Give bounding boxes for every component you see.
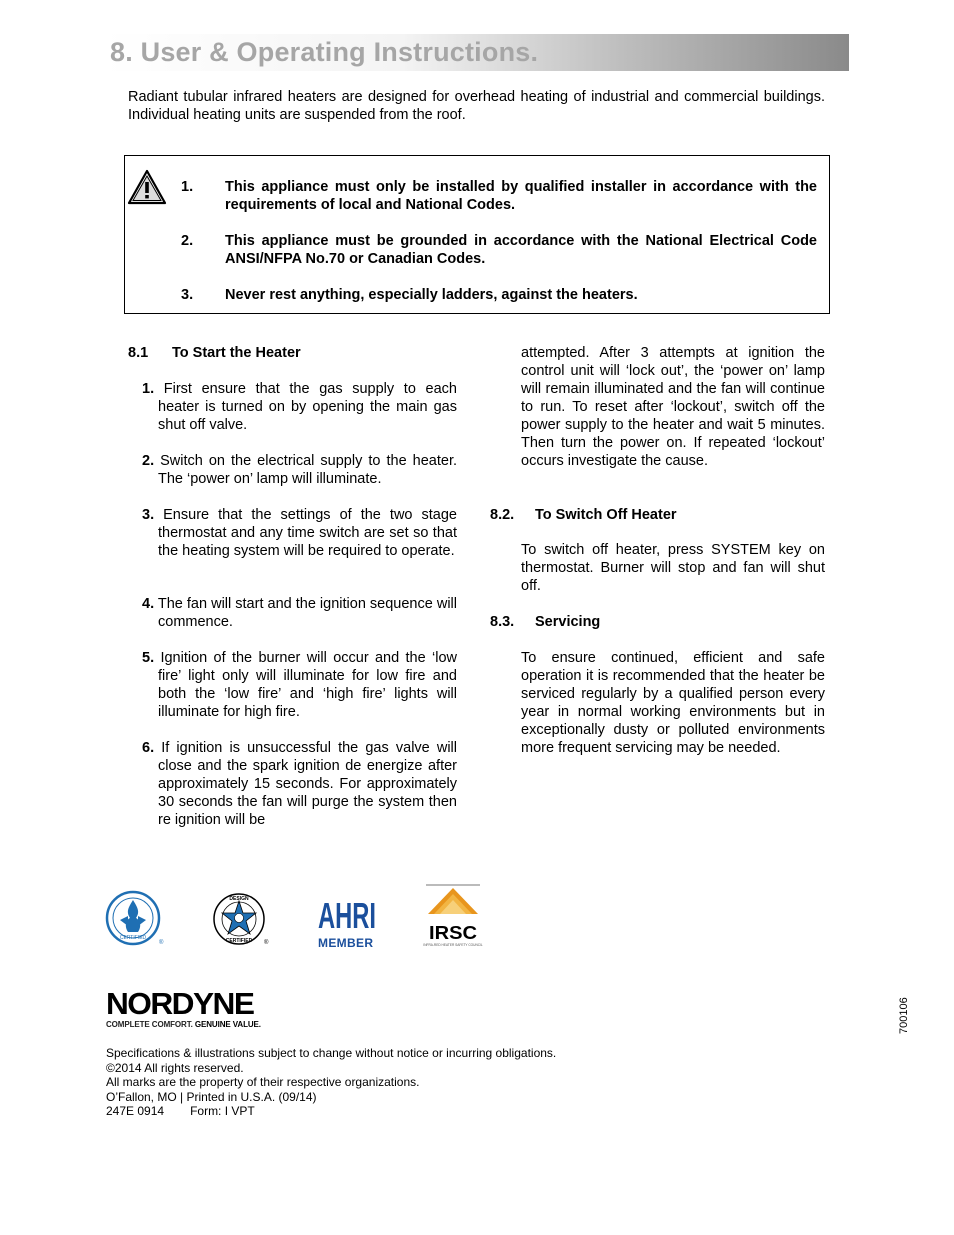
section-banner [104,34,849,71]
warning-text: This appliance must only be installed by qualified installer in accordance with the requirements of local and National Codes. [225,179,817,213]
start-step [142,380,457,434]
cert2-top-label: DESIGN [229,896,249,902]
start-step [142,506,457,560]
warning-number: 1. [181,179,194,195]
section-title: To Start the Heater [172,345,301,361]
section-number: 8.2. [490,507,515,523]
irsc-label: IRSC [429,923,477,943]
ahri-member-logo [316,886,378,950]
start-step [142,595,457,631]
footer-line: Specifications & illustrations subject to change without notice or incurring obligations. [106,1046,557,1060]
step-number: 3. [142,507,155,523]
cert1-label: CERTIFIED [119,935,147,941]
nordyne-logo [106,986,261,1029]
registered-mark: ® [264,940,269,946]
step-number: 6. [142,740,155,756]
step-text: Switch on the electrical supply to the heater. The ‘power on’ lamp will illuminate. [158,453,457,487]
section-number: 8.3. [490,614,515,630]
irsc-logo [423,884,483,950]
servicing-text: To ensure continued, efficient and safe operation it is recommended that the heater be serviced regularly by a qualified person every year in normal working environments but in exceptionally dusty or polluted environments more frequent servicing may be needed. [521,650,825,756]
ahri-bottom-label: MEMBER [318,936,376,950]
footer-line [106,1104,556,1119]
warning-text: Never rest anything, especially ladders, against the heaters. [225,287,638,303]
section-title: Servicing [535,614,601,630]
warning-number: 2. [181,233,194,249]
warning-triangle-icon [127,169,167,205]
section-heading-switch-off [490,506,677,524]
step-text: Ensure that the settings of the two stage thermostat and any time switch are set so that the heating system will be required to operate. [158,507,457,559]
tagline-part-b: GENUINE VALUE. [194,1020,261,1029]
step-number: 2. [142,453,155,469]
form-number: Form: I VPT [190,1104,255,1119]
brand-name: NORDYNE [106,986,254,1021]
step-number: 1. [142,381,155,397]
page-title: 8. User & Operating Instructions. [110,37,539,67]
section-title: To Switch Off Heater [535,507,677,523]
footer [106,1046,556,1119]
irsc-sub-label: INFRA-RED HEATER SAFETY COUNCIL [423,943,483,947]
step-text: If ignition is unsuccessful the gas valve will close and the spark ignition de energize after approximately 15 seconds. For approximately 30 seconds the fan will purge the system then re ignition will be [158,740,457,828]
step-text: Ignition of the burner will occur and the ‘low fire’ light only will illuminate for low fire and both the ‘low fire’ and ‘high fire’ lights will illuminate for high fire. [158,650,457,720]
start-step [142,739,457,829]
start-step [142,452,457,488]
document-code: 700106 [898,997,910,1034]
step-number: 5. [142,650,155,666]
intro-paragraph: Radiant tubular infrared heaters are designed for overhead heating of industrial and commercial buildings. Individual heating units are suspended from the roof. [128,89,825,123]
section-number: 8.1 [128,345,149,361]
section-heading-start [128,344,301,362]
warning-text: This appliance must be grounded in accordance with the National Electrical Code ANSI/NFPA No.70 or Canadian Codes. [225,233,817,267]
start-step [142,649,457,721]
part-number: 247E 0914 [106,1104,165,1119]
section-heading-servicing [490,613,600,631]
cert2-bottom-label: CERTIFIED [225,938,253,944]
switch-off-text: To switch off heater, press SYSTEM key on thermostat. Burner will stop and fan will shut off. [521,542,825,594]
footer-line: O’Fallon, MO | Printed in U.S.A. (09/14) [106,1089,317,1104]
warning-number: 3. [181,287,194,303]
step-number: 4. [142,596,155,612]
ahri-top-label: AHRI [318,895,376,936]
tagline-part-a: COMPLETE COMFORT. [106,1020,193,1029]
design-certified-logo [212,892,270,948]
start-continuation: attempted. After 3 attempts at ignition the control unit will ‘lock out’, the ‘power on’ lamp will remain illuminated and the fan will continue to run. To reset after ‘lockout’, switch off the power supply to the heater and wait 5 minutes. Then turn the power on. If repeated ‘lockout’ occurs investigate the cause. [521,345,825,469]
footer-line: All marks are the property of their respective organizations. [106,1075,420,1090]
step-text: First ensure that the gas supply to each heater is turned on by opening the main gas shut off valve. [158,381,457,433]
registered-mark: ® [159,940,164,946]
step-text: The fan will start and the ignition sequence will commence. [157,596,457,630]
footer-line: ©2014 All rights reserved. [106,1060,244,1075]
brand-tagline [106,1020,261,1029]
warning-box [124,155,830,314]
csa-certified-logo [106,890,164,948]
